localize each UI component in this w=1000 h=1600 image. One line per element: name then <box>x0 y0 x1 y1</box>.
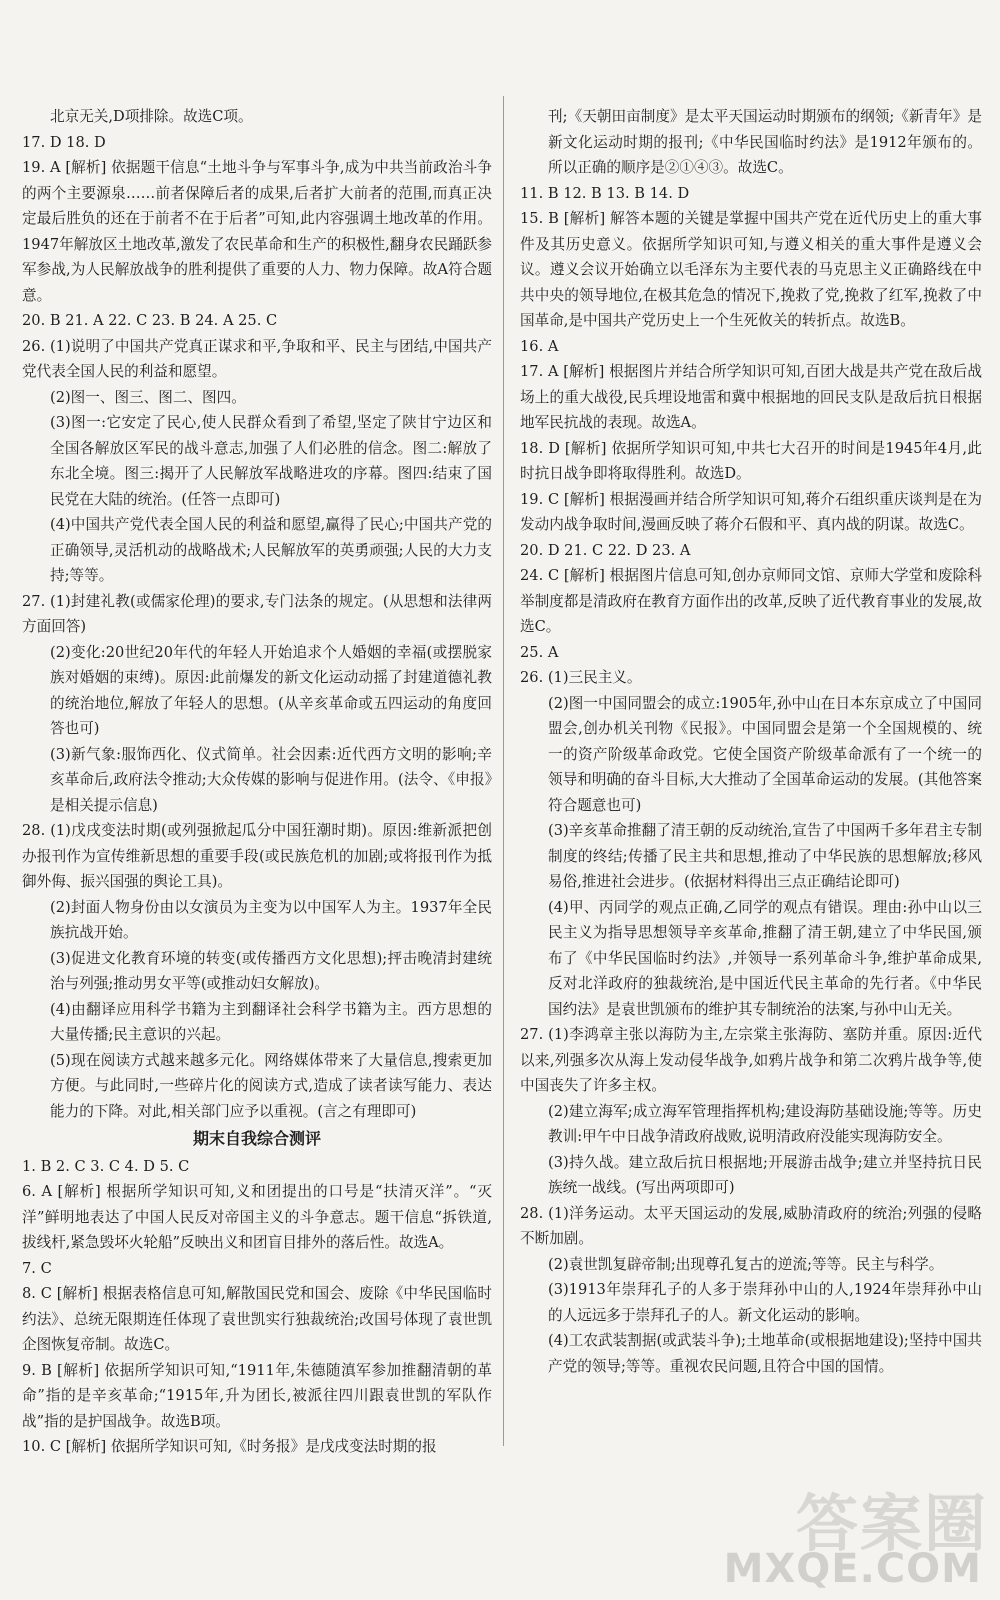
answer-item: 1. B 2. C 3. C 4. D 5. C <box>22 1157 190 1175</box>
answer-item: 11. B 12. B 13. B 14. D <box>520 184 690 202</box>
answer-item: (4)中国共产党代表全国人民的利益和愿望,赢得了民心;中国共产党的正确领导,灵活机动的战略战术;人民解放军的英勇顽强;人民的大力支持;等等。 <box>50 516 492 584</box>
answer-item: (3)促进文化教育环境的转变(或传播西方文化思想);抨击晚清封建统治与列强;推动男女平等(或推动妇女解放)。 <box>50 949 492 992</box>
answer-item: 26. (1)三民主义。 <box>520 669 642 686</box>
answer-item: 8. C [解析] 根据表格信息可知,解散国民党和国会、废除《中华民国临时约法》、总统无限期连任体现了袁世凯实行独裁统治;改国号体现了袁世凯企图恢复帝制。故选C。 <box>22 1285 492 1353</box>
right-column <box>520 104 982 1379</box>
answer-item: 27. (1)封建礼教(或儒家伦理)的要求,专门法条的规定。(从思想和法律两方面回答) <box>22 592 492 635</box>
answer-item: 20. B 21. A 22. C 23. B 24. A 25. C <box>22 312 278 329</box>
answer-item: 28. (1)戊戌变法时期(或列强掀起瓜分中国狂潮时期)。原因:维新派把创办报刊作为宣传维新思想的重要手段(或民族危机的加剧;或将报刊作为抵御外侮、振兴国强的舆论工具)。 <box>22 822 492 890</box>
answer-item: 26. (1)说明了中国共产党真正谋求和平,争取和平、民主与团结,中国共产党代表全国人民的利益和愿望。 <box>22 337 492 380</box>
answer-item: 28. (1)洋务运动。太平天国运动的发展,威胁清政府的统治;列强的侵略不断加剧。 <box>520 1204 982 1247</box>
answer-item: (2)建立海军;成立海军管理指挥机构;建设海防基础设施;等等。历史教训:甲午中日战争清政府战败,说明清政府没能实现海防安全。 <box>548 1102 982 1145</box>
answer-item: 19. A [解析] 依据题干信息“土地斗争与军事斗争,成为中共当前政治斗争的两个主要源泉……前者保障后者的成果,后者扩大前者的范围,而真正决定最后胜负的还在于前者不在于后者”可知,此内容强调土地改革的作用。1947年解放区土地改革,激发了农民革命和生产的积极性,翻身农民踊跃参军参战,为人民解放战争的胜利提供了重要的人力、物力保障。故A符合题意。 <box>22 159 492 304</box>
answer-item: (4)甲、丙同学的观点正确,乙同学的观点有错误。理由:孙中山以三民主义为指导思想领导辛亥革命,推翻了清王朝,建立了中华民国,颁布了《中华民国临时约法》,并领导一系列革命斗争,维护革命成果,反对北洋政府的独裁统治,是中国近代民主革命的先行者。《中华民国约法》是袁世凯颁布的维护其专制统治的法案,与孙中山无关。 <box>548 898 982 1018</box>
answer-item: (2)图一中国同盟会的成立:1905年,孙中山在日本东京成立了中国同盟会,创办机关刊物《民报》。中国同盟会是第一个全国规模的、统一的资产阶级革命政党。它使全国资产阶级革命派有了一个统一的领导和明确的奋斗目标,大大推动了全国革命运动的发展。(其他答案符合题意也可) <box>548 694 982 814</box>
answer-item: 19. C [解析] 根据漫画并结合所学知识可知,蒋介石组织重庆谈判是在为发动内战争取时间,漫画反映了蒋介石假和平、真内战的阴谋。故选C。 <box>520 490 982 533</box>
answer-item: 20. D 21. C 22. D 23. A <box>520 541 691 559</box>
answer-item: 6. A [解析] 根据所学知识可知,义和团提出的口号是“扶清灭洋”。“灭洋”鲜明地表达了中国人民反对帝国主义的斗争意志。题干信息“拆铁道,拔线杆,紧急毁坏火轮船”反映出义和团盲目排外的落后性。故选A。 <box>22 1183 492 1251</box>
answer-item: (4)工农武装割据(或武装斗争);土地革命(或根据地建设);坚持中国共产党的领导;等等。重视农民问题,且符合中国的国情。 <box>548 1332 982 1375</box>
answer-item: (2)封面人物身份由以女演员为主变为以中国军人为主。1937年全民族抗战开始。 <box>50 898 492 941</box>
answer-item: 17. D 18. D <box>22 133 106 151</box>
watermark-logo <box>708 1474 988 1594</box>
answer-item: 18. D [解析] 依据所学知识可知,中共七大召开的时间是1945年4月,此时抗日战争即将取得胜利。故选D。 <box>520 439 982 482</box>
answer-item: 24. C [解析] 根据图片信息可知,创办京师同文馆、京师大学堂和废除科举制度都是清政府在教育方面作出的改革,反映了近代教育事业的发展,故选C。 <box>520 567 982 635</box>
answer-item: 北京无关,D项排除。故选C项。 <box>50 108 253 125</box>
answer-item: (2)变化:20世纪20年代的年轻人开始追求个人婚姻的幸福(或摆脱家族对婚姻的束缚)。原因:此前爆发的新文化运动动摇了封建道德礼教的统治地位,解放了年轻人的思想。(从辛亥革命或五四运动的角度回答也可) <box>50 643 492 737</box>
column-divider <box>503 96 504 1446</box>
answer-item: 10. C [解析] 依据所学知识可知,《时务报》是戊戌变法时期的报 <box>22 1438 437 1455</box>
answer-item: (2)袁世凯复辟帝制;出现尊孔复古的逆流;等等。民主与科学。 <box>548 1255 944 1273</box>
left-column <box>22 104 492 1460</box>
answer-item: (2)图一、图三、图二、图四。 <box>50 388 246 406</box>
answer-item: (4)由翻译应用科学书籍为主到翻译社会科学书籍为主。西方思想的大量传播;民主意识的兴起。 <box>50 1000 492 1043</box>
answer-item: 15. B [解析] 解答本题的关键是掌握中国共产党在近代历史上的重大事件及其历史意义。依据所学知识可知,与遵义相关的重大事件是遵义会议。遵义会议开始确立以毛泽东为主要代表的马克思主义正确路线在中共中央的领导地位,在极其危急的情况下,挽救了党,挽救了红军,挽救了中国革命,是中国共产党历史上一个生死攸关的转折点。故选B。 <box>520 210 982 329</box>
watermark-site: MXQE.COM <box>723 1546 982 1592</box>
answer-item: 27. (1)李鸿章主张以海防为主,左宗棠主张海防、塞防并重。原因:近代以来,列强多次从海上发动侵华战争,如鸦片战争和第二次鸦片战争等,使中国丧失了许多主权。 <box>520 1026 982 1094</box>
answer-item: 25. A <box>520 643 559 661</box>
answer-item: 17. A [解析] 根据图片并结合所学知识可知,百团大战是共产党在敌后战场上的重大战役,民兵埋设地雷和冀中根据地的回民支队是敌后抗日根据地军民抗战的表现。故选A。 <box>520 363 982 431</box>
answer-item: (3)1913年崇拜孔子的人多于崇拜孙中山的人,1924年崇拜孙中山的人远远多于崇拜孔子的人。新文化运动的影响。 <box>548 1281 982 1324</box>
answer-item: (3)图一:它安定了民心,使人民群众看到了希望,坚定了陕甘宁边区和全国各解放区军民的战斗意志,加强了人们必胜的信念。图二:解放了东北全境。图三:揭开了人民解放军战略进攻的序幕。图四:结束了国民党在大陆的统治。(任答一点即可) <box>50 414 492 508</box>
section-title: 期末自我综合测评 <box>192 1129 321 1148</box>
answer-item: 16. A <box>520 337 559 355</box>
answer-item: (5)现在阅读方式越来越多元化。网络媒体带来了大量信息,搜索更加方便。与此同时,一些碎片化的阅读方式,造成了读者读写能力、表达能力的下降。对此,相关部门应予以重视。(言之有理即可) <box>50 1051 492 1120</box>
answer-item: (3)新气象:服饰西化、仪式简单。社会因素:近代西方文明的影响;辛亥革命后,政府法令推动;大众传媒的影响与促进作用。(法令、《申报》是相关提示信息) <box>50 745 492 814</box>
answer-item: (3)持久战。建立敌后抗日根据地;开展游击战争;建立并坚持抗日民族统一战线。(写出两项即可) <box>548 1153 982 1196</box>
answer-item: 7. C <box>22 1259 52 1277</box>
answer-item: 刊;《天朝田亩制度》是太平天国运动时期颁布的纲领;《新青年》是新文化运动时期的报刊;《中华民国临时约法》是1912年颁布的。所以正确的顺序是②①④③。故选C。 <box>548 108 982 176</box>
answer-item: (3)辛亥革命推翻了清王朝的反动统治,宣告了中国两千多年君主专制制度的终结;传播了民主共和思想,推动了中华民族的思想解放;移风易俗,推进社会进步。(依据材料得出三点正确结论即可) <box>548 822 982 890</box>
watermark-chinese: 答案圈 <box>795 1487 988 1560</box>
answer-item: 9. B [解析] 依据所学知识可知,“1911年,朱德随滇军参加推翻清朝的革命”指的是辛亥革命;“1915年,升为团长,被派往四川跟袁世凯的军队作战”指的是护国战争。故选B项。 <box>22 1361 492 1430</box>
